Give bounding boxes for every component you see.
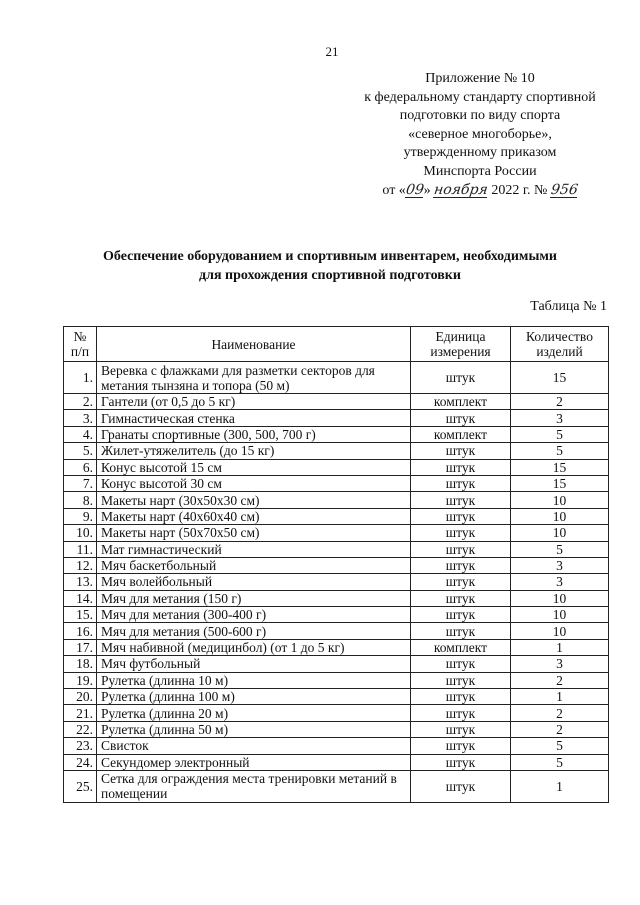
item-name: Мяч баскетбольный	[97, 557, 411, 573]
appendix-block	[350, 70, 610, 200]
table-row	[64, 541, 609, 557]
item-unit: штук	[411, 672, 511, 688]
table-row	[64, 459, 609, 475]
handwritten-order-number: 956	[549, 181, 579, 198]
table-caption: Таблица № 1	[530, 299, 607, 314]
row-number: 19.	[64, 672, 97, 688]
item-quantity: 5	[511, 738, 609, 754]
item-quantity: 10	[511, 525, 609, 541]
item-quantity: 3	[511, 574, 609, 590]
equipment-table	[63, 326, 609, 803]
table-row	[64, 721, 609, 737]
heading-line: для прохождения спортивной подготовки	[199, 268, 461, 283]
row-number: 16.	[64, 623, 97, 639]
item-quantity: 10	[511, 623, 609, 639]
item-unit: штук	[411, 541, 511, 557]
item-quantity: 10	[511, 508, 609, 524]
table-row	[64, 656, 609, 672]
item-name: Рулетка (длинна 10 м)	[97, 672, 411, 688]
row-number: 3.	[64, 410, 97, 426]
item-name: Мат гимнастический	[97, 541, 411, 557]
item-unit: штук	[411, 754, 511, 770]
item-unit: штук	[411, 574, 511, 590]
item-unit: комплект	[411, 426, 511, 442]
appendix-line: Минспорта России	[423, 163, 537, 179]
table-header-row	[64, 327, 609, 362]
item-quantity: 5	[511, 443, 609, 459]
item-quantity: 3	[511, 656, 609, 672]
table-row	[64, 362, 609, 394]
item-name: Мяч футбольный	[97, 656, 411, 672]
table-row	[64, 639, 609, 655]
item-name: Мяч для метания (500-600 г)	[97, 623, 411, 639]
item-quantity: 1	[511, 689, 609, 705]
item-name: Макеты нарт (30х50х30 см)	[97, 492, 411, 508]
appendix-title: Приложение № 10	[425, 71, 535, 86]
item-unit: штук	[411, 459, 511, 475]
item-quantity: 10	[511, 590, 609, 606]
item-name: Свисток	[97, 738, 411, 754]
date-year: 2022 г. №	[491, 182, 548, 198]
item-name: Конус высотой 15 см	[97, 459, 411, 475]
item-quantity: 2	[511, 721, 609, 737]
document-heading	[60, 247, 600, 285]
table-row	[64, 738, 609, 754]
table-row	[64, 492, 609, 508]
header-num: № п/п	[64, 327, 97, 362]
item-unit: штук	[411, 607, 511, 623]
item-name: Рулетка (длинна 20 м)	[97, 705, 411, 721]
item-unit: штук	[411, 475, 511, 491]
table-row	[64, 770, 609, 802]
header-name: Наименование	[97, 327, 411, 362]
appendix-line: утвержденному приказом	[403, 145, 557, 161]
appendix-line: к федеральному стандарту спортивной	[364, 89, 596, 105]
item-unit: штук	[411, 410, 511, 426]
table-row	[64, 557, 609, 573]
item-quantity: 3	[511, 410, 609, 426]
heading-line: Обеспечение оборудованием и спортивным инвентарем, необходимыми	[103, 249, 557, 264]
row-number: 12.	[64, 557, 97, 573]
item-name: Сетка для ограждения места тренировки метаний в помещении	[97, 770, 411, 802]
table-row	[64, 394, 609, 410]
item-name: Жилет-утяжелитель (до 15 кг)	[97, 443, 411, 459]
table-row	[64, 508, 609, 524]
item-name: Мяч для метания (150 г)	[97, 590, 411, 606]
item-quantity: 10	[511, 492, 609, 508]
item-quantity: 5	[511, 754, 609, 770]
table-row	[64, 689, 609, 705]
item-unit: штук	[411, 721, 511, 737]
header-unit: Единица измерения	[411, 327, 511, 362]
row-number: 24.	[64, 754, 97, 770]
item-quantity: 15	[511, 475, 609, 491]
appendix-line: «северное многоборье»,	[408, 126, 552, 142]
item-unit: комплект	[411, 394, 511, 410]
item-quantity: 2	[511, 705, 609, 721]
item-quantity: 1	[511, 770, 609, 802]
row-number: 4.	[64, 426, 97, 442]
item-unit: штук	[411, 770, 511, 802]
item-quantity: 2	[511, 394, 609, 410]
item-unit: штук	[411, 656, 511, 672]
item-name: Рулетка (длинна 100 м)	[97, 689, 411, 705]
item-unit: штук	[411, 492, 511, 508]
table-row	[64, 623, 609, 639]
row-number: 25.	[64, 770, 97, 802]
header-qty: Количество изделий	[511, 327, 609, 362]
row-number: 18.	[64, 656, 97, 672]
item-quantity: 15	[511, 362, 609, 394]
item-name: Веревка с флажками для разметки секторов для метания тынзяна и топора (50 м)	[97, 362, 411, 394]
table-row	[64, 705, 609, 721]
item-quantity: 5	[511, 426, 609, 442]
row-number: 9.	[64, 508, 97, 524]
row-number: 23.	[64, 738, 97, 754]
row-number: 10.	[64, 525, 97, 541]
order-date-line	[350, 182, 610, 201]
date-mid: »	[423, 182, 431, 198]
table-row	[64, 410, 609, 426]
item-name: Рулетка (длинна 50 м)	[97, 721, 411, 737]
appendix-line: подготовки по виду спорта	[399, 108, 561, 124]
item-name: Мяч волейбольный	[97, 574, 411, 590]
table-body	[64, 362, 609, 803]
item-name: Гранаты спортивные (300, 500, 700 г)	[97, 426, 411, 442]
item-quantity: 5	[511, 541, 609, 557]
row-number: 11.	[64, 541, 97, 557]
table-row	[64, 443, 609, 459]
table-row	[64, 672, 609, 688]
table-row	[64, 590, 609, 606]
table-row	[64, 426, 609, 442]
item-unit: штук	[411, 689, 511, 705]
handwritten-day: 09	[404, 181, 425, 198]
item-unit: штук	[411, 705, 511, 721]
item-quantity: 2	[511, 672, 609, 688]
row-number: 6.	[64, 459, 97, 475]
item-unit: штук	[411, 623, 511, 639]
item-name: Гимнастическая стенка	[97, 410, 411, 426]
item-unit: штук	[411, 362, 511, 394]
table-row	[64, 525, 609, 541]
row-number: 17.	[64, 639, 97, 655]
table-row	[64, 475, 609, 491]
item-name: Макеты нарт (50х70х50 см)	[97, 525, 411, 541]
row-number: 21.	[64, 705, 97, 721]
item-unit: штук	[411, 525, 511, 541]
row-number: 15.	[64, 607, 97, 623]
item-name: Конус высотой 30 см	[97, 475, 411, 491]
item-unit: штук	[411, 508, 511, 524]
page-number: 21	[325, 44, 339, 59]
item-quantity: 15	[511, 459, 609, 475]
handwritten-month: ноября	[433, 181, 490, 198]
item-quantity: 10	[511, 607, 609, 623]
row-number: 8.	[64, 492, 97, 508]
item-name: Секундомер электронный	[97, 754, 411, 770]
item-unit: штук	[411, 738, 511, 754]
table-row	[64, 574, 609, 590]
row-number: 20.	[64, 689, 97, 705]
item-name: Мяч набивной (медицинбол) (от 1 до 5 кг)	[97, 639, 411, 655]
row-number: 14.	[64, 590, 97, 606]
item-name: Макеты нарт (40х60х40 см)	[97, 508, 411, 524]
row-number: 13.	[64, 574, 97, 590]
table-row	[64, 607, 609, 623]
date-prefix: от «	[382, 182, 406, 198]
row-number: 5.	[64, 443, 97, 459]
item-unit: комплект	[411, 639, 511, 655]
item-name: Мяч для метания (300-400 г)	[97, 607, 411, 623]
item-quantity: 1	[511, 639, 609, 655]
row-number: 7.	[64, 475, 97, 491]
item-quantity: 3	[511, 557, 609, 573]
row-number: 2.	[64, 394, 97, 410]
table-row	[64, 754, 609, 770]
item-unit: штук	[411, 590, 511, 606]
row-number: 22.	[64, 721, 97, 737]
item-unit: штук	[411, 557, 511, 573]
item-name: Гантели (от 0,5 до 5 кг)	[97, 394, 411, 410]
item-unit: штук	[411, 443, 511, 459]
row-number: 1.	[64, 362, 97, 394]
